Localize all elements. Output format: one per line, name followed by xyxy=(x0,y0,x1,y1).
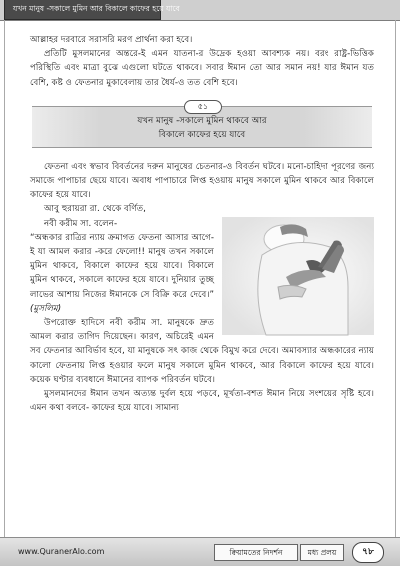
book-title-label: ক্বিয়ামতের নিদর্শন xyxy=(214,544,298,561)
part-label: মধ্য প্রলয় xyxy=(300,544,344,561)
chapter-title-line-1: যখন মানুষ -সকালে মুমিন থাকবে আর xyxy=(137,115,267,126)
intro-paragraph-2: প্রতিটি মুসলমানের অন্তরে-ই এমন যাতনা-র উদ্রেক হওয়া আবশ্যক নয়। বরং রাষ্ট্র-ভিত্তিক পরিস্থিতি এবং মাত্রা বুঝে এগুলো ঘটতে থাকবে। সবার ঈমান তো আর সমান নয়! যার ঈমান যত বেশি, কষ্ট ও ফেতনার মুকাবেলায় তার ধৈর্য-ও তত বেশি হবে। xyxy=(30,49,374,88)
running-header xyxy=(4,0,180,20)
body-paragraph-1: ফেতনা এবং স্বভাব বিবর্তনের দরুন মানুষের চেতনার-ও বিবর্তন ঘটবে। মনো-চাহিদা পূরণের জন্য সমাজে পাপাচার ছেয়ে যাবে। অবাধ পাপাচারে লিপ্ত হওয়ায় মানুষ সকালে মুমিন থাকবে আর বিকালে কাফের হয়ে যাবে। xyxy=(30,161,374,201)
running-title: যখন মানুষ -সকালে মুমিন আর বিকালে কাফের হয়ে যাবে xyxy=(13,4,180,13)
chapter-number: ৫১ xyxy=(184,100,222,114)
body-paragraph-3: উপরোক্ত হাদিসে নবী করীম সা. মানুষকে দ্রুত আমল করার তাগিদ দিয়েছেন। কারণ, অচিরেই এমন সব ফেতনার আবির্ভাব হবে, যা মানুষকে সৎ কাজ থেকে বিমুখ করে দেবে। অমাবস্যার অন্ধকারের ন্যায় কালো ফেতনায় লিপ্ত হওয়ার ফলে মানুষ সকালে মুমিন থাকবে, আর বিকালে কাফের হয়ে যাবে। কয়েক ঘণ্টার ব্যবধানে ঈমানের ব্যাপক পরিবর্তন ঘটবে। xyxy=(30,318,374,385)
chapter-heading xyxy=(30,100,374,148)
narrator-line: আবু হুরায়রা রা. থেকে বর্ণিত, xyxy=(44,204,146,215)
hadith-block xyxy=(30,217,374,316)
page-content xyxy=(30,33,374,415)
page-number: ৭৮ xyxy=(352,542,384,563)
body-paragraph-4: মুসলমানদের ঈমান তখন অত্যন্ত দুর্বল হয়ে পড়বে, মূর্খতা-বশত ঈমান নিয়ে সংশয়ের সৃষ্টি হবে। এমন কথা বলবে- কাফের হয়ে যাবে। সামান্য xyxy=(30,389,374,414)
hadith-speaker: নবী করীম সা. বলেন- xyxy=(44,218,118,229)
praying-hands-illustration xyxy=(222,217,374,335)
right-border xyxy=(395,20,396,538)
left-border xyxy=(4,20,5,538)
website-link[interactable]: www.QuranerAlo.com xyxy=(18,547,105,556)
hadith-quote-text: “অন্ধকার রাত্রির ন্যায় ক্রমাগত ফেতনা আসার আগে-ই যা আমল করার -করে ফেলো!! মানুষ তখন সকালে মুমিন থাকবে, বিকালে কাফের হয়ে যাবে। বিকালে মুমিন থাকবে, সকালে কাফের হয়ে যাবে। দুনিয়ার তুচ্ছ লাভের আশায় নিজের ঈমানকে সে বিক্রি করে দেবে।” xyxy=(30,232,214,300)
intro-paragraph-1: আল্লাহর দরবারে সরাসরি মরণ প্রার্থনা করা হবে। xyxy=(30,35,193,45)
chapter-title-line-2: বিকালে কাফের হয়ে যাবে xyxy=(158,129,246,140)
chapter-title xyxy=(60,114,344,142)
page-footer xyxy=(0,537,400,566)
hadith-source: (মুসলিম) xyxy=(30,303,62,314)
